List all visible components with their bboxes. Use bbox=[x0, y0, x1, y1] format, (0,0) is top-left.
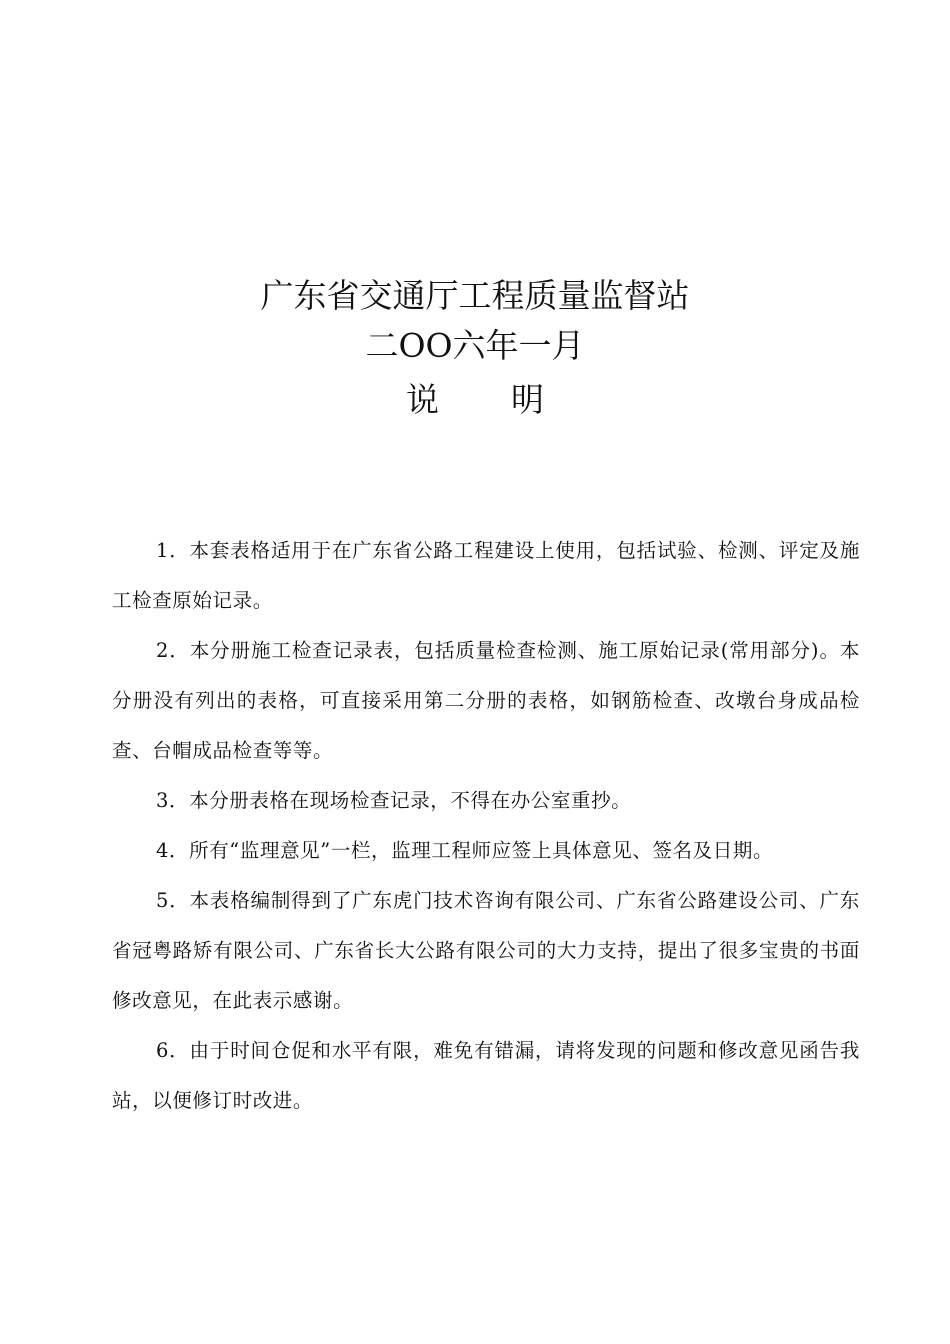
paragraph-item: 5．本表格编制得到了广东虎门技术咨询有限公司、广东省公路建设公司、广东省冠粤路矫有限公司、广东省长大公路有限公司的大力支持，提出了很多宝贵的书面修改意见，在此表示感谢。 bbox=[112, 889, 860, 1012]
paragraph-item: 2．本分册施工检查记录表，包括质量检查检测、施工原始记录(常用部分)。本分册没有列出的表格，可直接采用第二分册的表格，如钢筋检查、改墩台身成品检查、台帽成品检查等等。 bbox=[112, 639, 860, 762]
paragraph-item: 4．所有“监理意见”一栏，监理工程师应签上具体意见、签名及日期。 bbox=[156, 839, 774, 862]
document-header bbox=[0, 272, 950, 424]
organization-title: 广东省交通厅工程质量监督站 bbox=[260, 276, 690, 315]
document-body bbox=[112, 526, 860, 1126]
paragraph-item: 6．由于时间仓促和水平有限，难免有错漏，请将发现的问题和修改意见函告我站，以便修订时改进。 bbox=[112, 1039, 860, 1112]
paragraph-item: 3．本分册表格在现场检查记录，不得在办公室重抄。 bbox=[156, 789, 632, 812]
paragraph-item: 1．本套表格适用于在广东省公路工程建设上使用，包括试验、检测、评定及施工检查原始记录。 bbox=[112, 539, 860, 612]
section-heading-left: 说 bbox=[406, 380, 439, 419]
section-heading-right: 明 bbox=[511, 380, 544, 419]
section-heading bbox=[0, 376, 950, 424]
publication-date: 二OO六年一月 bbox=[365, 326, 585, 365]
